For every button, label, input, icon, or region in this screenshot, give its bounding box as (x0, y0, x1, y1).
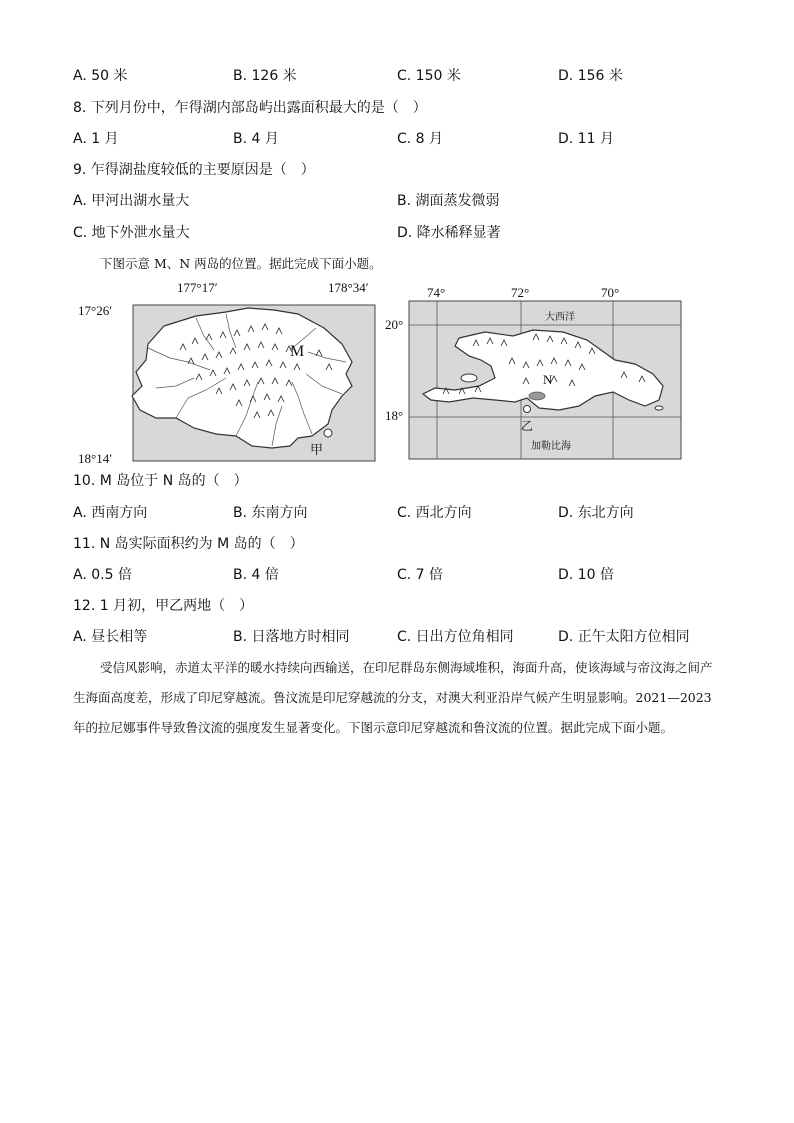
figure-intro: 下图示意 M、N 两岛的位置。据此完成下面小题。 (100, 256, 382, 271)
n-lon-72: 72° (511, 285, 530, 300)
q11-option-b: B. 4 倍 (233, 567, 279, 583)
q11-stem: 11. N 岛实际面积约为 M 岛的（ ） (73, 536, 304, 552)
place-yi-marker (524, 406, 531, 413)
q12-option-b: B. 日落地方时相同 (233, 629, 350, 645)
q12-stem: 12. 1 月初，甲乙两地（ ） (73, 598, 254, 614)
m-lat-bottom: 18°14′ (78, 451, 113, 466)
q8-option-b: B. 4 月 (233, 131, 279, 147)
island-n-map (383, 282, 685, 462)
q9-option-d: D. 降水稀释显著 (397, 225, 501, 241)
q7-option-a: A. 50 米 (73, 68, 128, 84)
q12-option-d: D. 正午太阳方位相同 (558, 629, 690, 645)
sea-south-label: 加勒比海 (531, 441, 571, 452)
n-island-label: N (543, 372, 553, 387)
q8-option-d: D. 11 月 (558, 131, 614, 147)
q11-option-c: C. 7 倍 (397, 567, 444, 583)
lake (529, 392, 545, 400)
q7-option-b: B. 126 米 (233, 68, 297, 84)
island-m-map (76, 278, 378, 468)
q7-option-d: D. 156 米 (558, 68, 623, 84)
q10-option-c: C. 西北方向 (397, 505, 472, 521)
m-lon-left: 177°17′ (177, 280, 218, 295)
q10-option-d: D. 东北方向 (558, 505, 634, 521)
q10-option-b: B. 东南方向 (233, 505, 308, 521)
q9-stem: 9. 乍得湖盐度较低的主要原因是（ ） (73, 162, 315, 178)
q9-option-a: A. 甲河出湖水量大 (73, 193, 190, 209)
small-island (655, 406, 663, 410)
q10-stem: 10. M 岛位于 N 岛的（ ） (73, 473, 248, 489)
m-place-label: 甲 (310, 443, 324, 458)
q9-option-c: C. 地下外泄水量大 (73, 225, 190, 241)
passage-text: 受信风影响，赤道太平洋的暖水持续向西输送，在印尼群岛东侧海域堆积，海面升高，使该海域与帝汶海之间产生海面高度差，形成了印尼穿越流。鲁汶流是印尼穿越流的分支，对澳大利亚沿岸气候产生明显影响。2021—2023 年的拉尼娜事件导致鲁汶流的强度发生显著变化。下图示意印尼穿越流和鲁汶流的位置。据此完成下面小题。 (73, 660, 713, 735)
q11-option-a: A. 0.5 倍 (73, 567, 132, 583)
q10-option-a: A. 西南方向 (73, 505, 148, 521)
n-lat-18: 18° (385, 408, 404, 423)
q8-option-a: A. 1 月 (73, 131, 119, 147)
small-island (461, 374, 477, 382)
q9-option-b: B. 湖面蒸发微弱 (397, 193, 500, 209)
q7-option-c: C. 150 米 (397, 68, 461, 84)
q12-option-c: C. 日出方位角相同 (397, 629, 514, 645)
n-lon-74: 74° (427, 285, 446, 300)
m-lat-top: 17°26′ (78, 303, 113, 318)
n-lon-70: 70° (601, 285, 620, 300)
n-place-label: 乙 (521, 419, 534, 433)
q11-option-d: D. 10 倍 (558, 567, 614, 583)
m-lon-right: 178°34′ (328, 280, 369, 295)
place-jia-marker (324, 429, 332, 437)
sea-north-label: 大西洋 (545, 312, 575, 323)
q8-option-c: C. 8 月 (397, 131, 444, 147)
m-island-label: M (290, 343, 305, 360)
q8-stem: 8. 下列月份中，乍得湖内部岛屿出露面积最大的是（ ） (73, 100, 427, 116)
q12-option-a: A. 昼长相等 (73, 629, 148, 645)
n-lat-20: 20° (385, 317, 404, 332)
